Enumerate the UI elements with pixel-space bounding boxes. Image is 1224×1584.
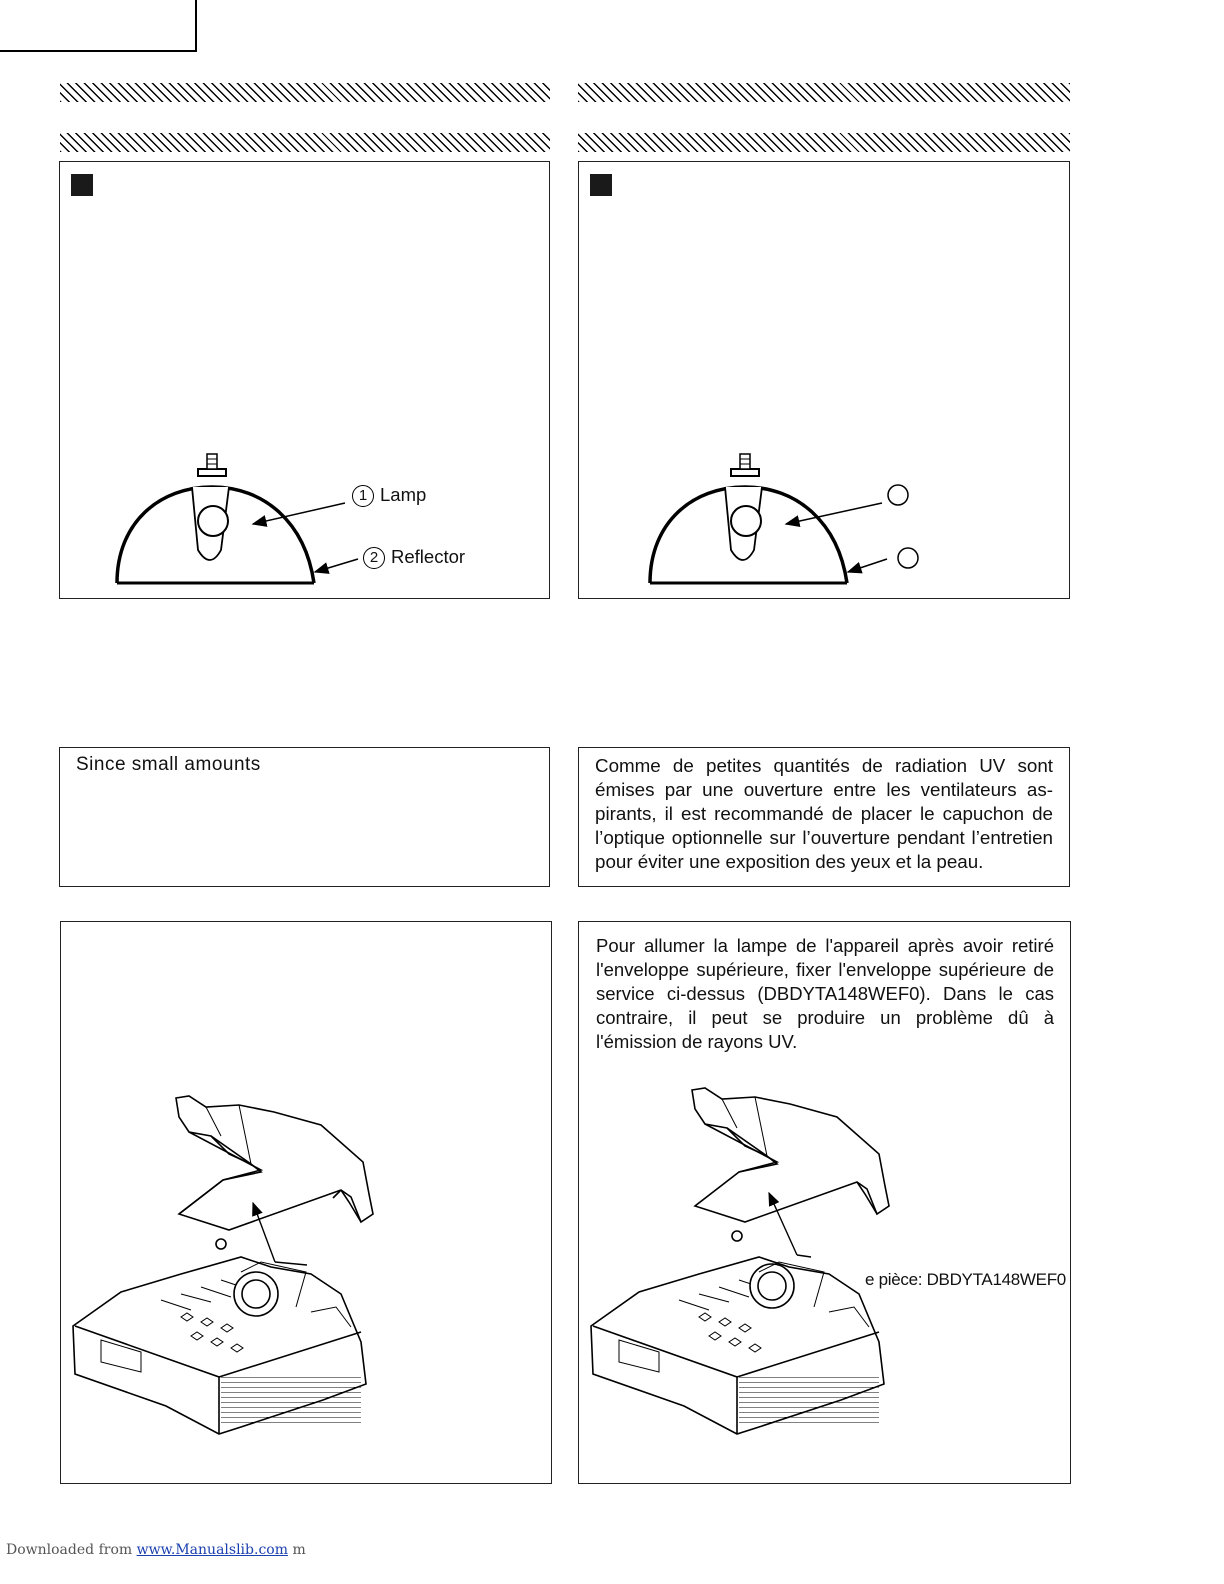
service-cover-box-fr [578,921,1071,1484]
section-title-bar-left-2 [60,133,550,152]
uv-note-text-en: Since small amounts [76,754,261,775]
service-cover-box-en [60,921,552,1484]
uv-note-text-fr: Comme de petites quantités de radiation UV sont émises par une ouverture entre les ventilateurs as-pirants, il est recommandé de placer le capuchon de l’optique optionnelle sur l’ouverture pendant l’entretien pour éviter une exposition des yeux et la peau. [595,755,1053,872]
reflector-callout [363,546,465,569]
service-text-fr: Pour allumer la lampe de l'appareil après avoir retiré l'enveloppe supérieure, fixer l'enveloppe supérieure de service ci-dessus (DBDYTA148WEF0). Dans le cas contraire, il peut se produire un problème dû à l'émission de rayons UV. [596,935,1054,1052]
lamp-callout [352,484,426,507]
footer-suffix: m [292,1542,306,1558]
section-title-bar-left-1 [60,83,550,102]
lamp-reflector-diagram [579,162,1069,598]
callout-number-2: 2 [363,547,385,569]
footer-prefix: Downloaded from [6,1542,133,1558]
lamp-label: Lamp [380,484,427,505]
service-cover-illustration [579,922,1070,1483]
download-footer [6,1542,306,1558]
section-title-bar-right-1 [578,83,1070,102]
uv-note-box-en [59,747,550,887]
reflector-label: Reflector [391,546,466,567]
manualslib-link[interactable]: www.Manualslib.com [136,1542,288,1558]
lamp-diagram-box-en [59,161,550,599]
lamp-reflector-diagram [60,162,549,598]
lamp-diagram-box-fr [578,161,1070,599]
service-cover-illustration [61,922,551,1483]
service-part-number-fr: e pièce: DBDYTA148WEF0 [865,1270,1066,1289]
uv-note-box-fr [578,747,1070,887]
page-corner-tab [0,0,197,52]
section-title-bar-right-2 [578,133,1070,152]
callout-number-1: 1 [352,485,374,507]
